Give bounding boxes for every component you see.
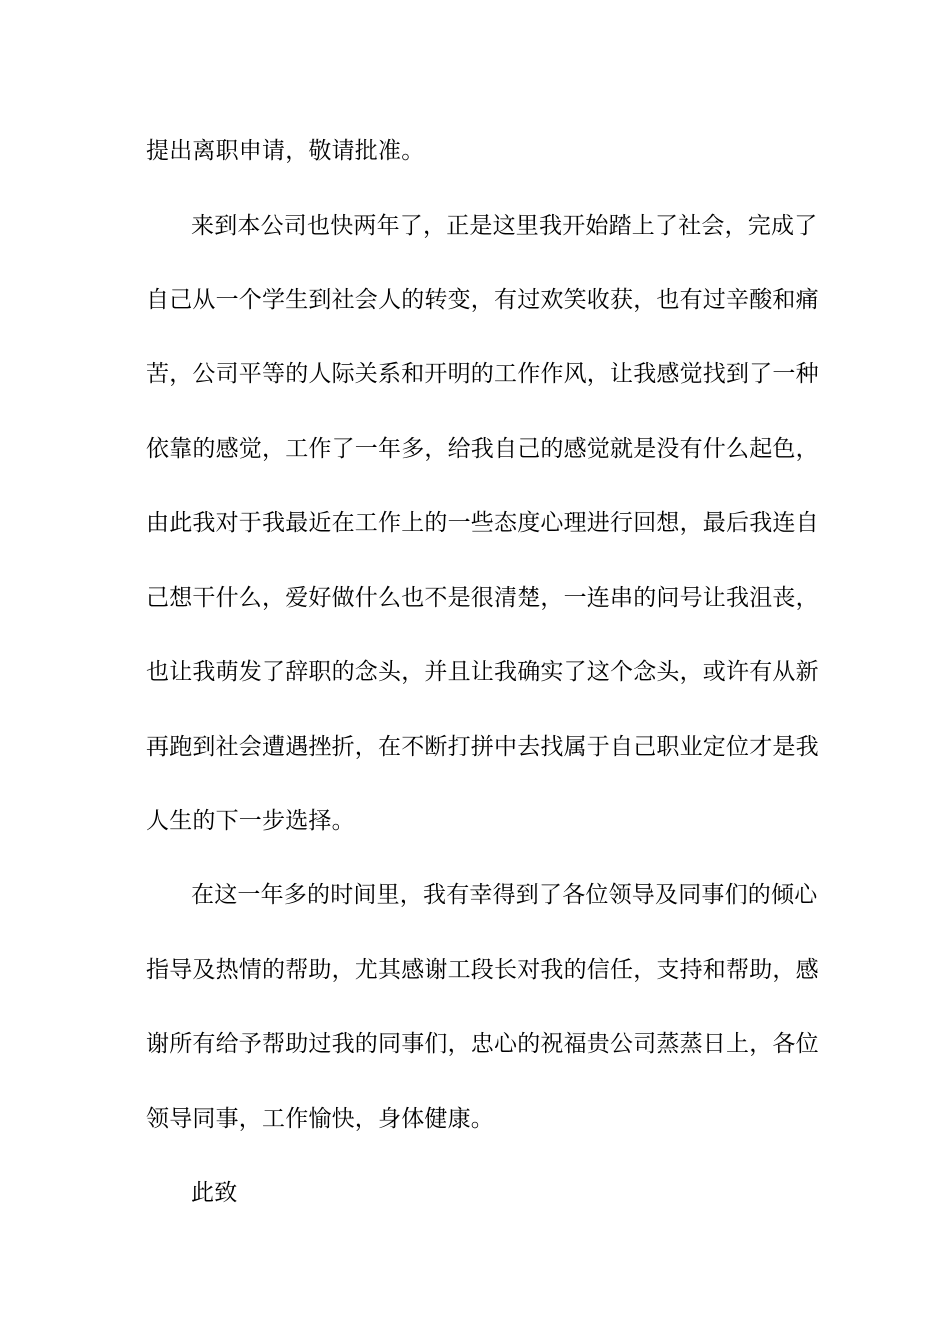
paragraph-2-line: 在这一年多的时间里，我有幸得到了各位领导及同事们的倾心 (191, 882, 818, 908)
text-line: 提出离职申请，敬请批准。 (146, 138, 425, 164)
paragraph-2-line: 谢所有给予帮助过我的同事们，忠心的祝福贵公司蒸蒸日上，各位 (146, 1031, 819, 1057)
paragraph-1-line: 也让我萌发了辞职的念头，并且让我确实了这个念头，或许有从新 (146, 659, 819, 685)
paragraph-1-line: 苦，公司平等的人际关系和开明的工作作风，让我感觉找到了一种 (146, 361, 819, 387)
paragraph-2-line: 领导同事，工作愉快，身体健康。 (146, 1106, 494, 1132)
paragraph-1-line: 依靠的感觉，工作了一年多，给我自己的感觉就是没有什么起色， (146, 436, 819, 462)
closing-salutation: 此致 (191, 1180, 238, 1206)
paragraph-1-line: 来到本公司也快两年了，正是这里我开始踏上了社会，完成了 (191, 213, 818, 239)
paragraph-2-line: 指导及热情的帮助，尤其感谢工段长对我的信任，支持和帮助，感 (146, 957, 819, 983)
paragraph-1-line: 己想干什么，爱好做什么也不是很清楚，一连串的问号让我沮丧， (146, 585, 819, 611)
paragraph-1-line: 自己从一个学生到社会人的转变，有过欢笑收获，也有过辛酸和痛 (146, 287, 819, 313)
paragraph-1-line: 人生的下一步选择。 (146, 808, 355, 834)
paragraph-1-line: 再跑到社会遭遇挫折，在不断打拼中去找属于自己职业定位才是我 (146, 734, 819, 760)
paragraph-1-line: 由此我对于我最近在工作上的一些态度心理进行回想，最后我连自 (146, 510, 819, 536)
